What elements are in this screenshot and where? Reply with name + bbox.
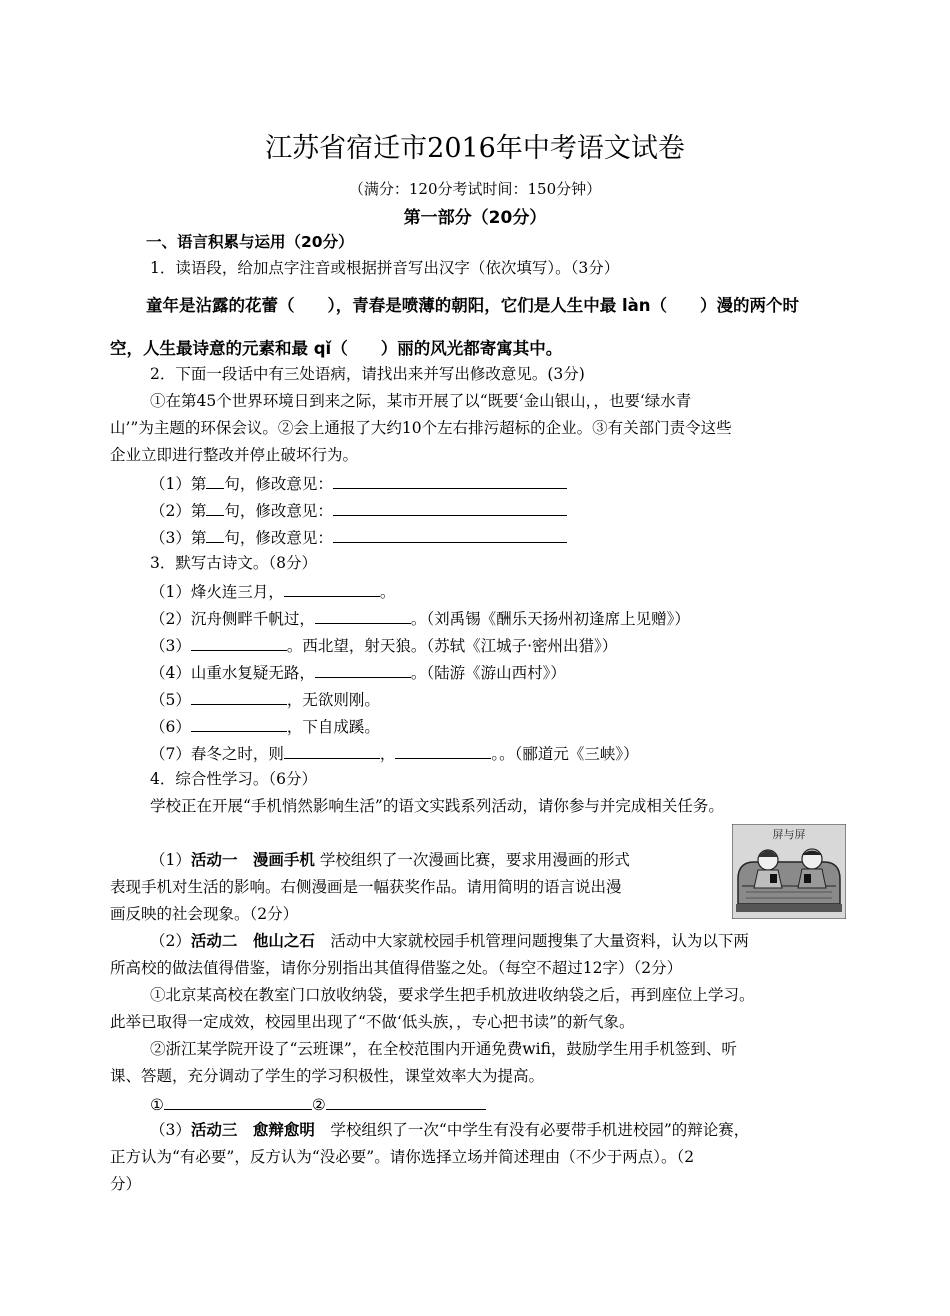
activity3-line3: 分） [110, 1175, 142, 1193]
poem-text: （6） [150, 718, 191, 736]
sentence-number-blank[interactable] [206, 472, 224, 489]
answer-blank-2[interactable] [326, 1093, 486, 1110]
q2-answer-mid: 句，修改意见： [224, 502, 333, 520]
q1-passage-line1: 童年是沾露的花蕾（ ），青春是喷薄的朝阳，它们是人生中最 làn（ ）漫的两个时 [146, 296, 800, 315]
poem-item-3 [150, 634, 617, 656]
poem-item-7 [150, 742, 639, 764]
poem-item-2 [150, 607, 690, 629]
activity1-line1 [150, 850, 630, 870]
poem-text: （1）烽火连三月， [150, 583, 284, 601]
activity2-label: 活动二 他山之石 [190, 932, 315, 950]
poem-text: 。（刘禹锡《酬乐天扬州初逢席上见赠》） [410, 610, 690, 628]
q2-line3: 企业立即进行整改并停止破坏行为。 [110, 446, 359, 464]
activity1-line3: 画反映的社会现象。（2分） [110, 905, 299, 923]
q2-answer-row-2 [150, 499, 567, 521]
answer-blank-1[interactable] [164, 1093, 312, 1110]
activity-text: 活动中大家就校园手机管理问题搜集了大量资料，认为以下两 [314, 932, 749, 950]
activity1-label: 活动一 漫画手机 [190, 851, 315, 869]
activity-text: 学校组织了一次“中学生有没有必要带手机进校园”的辩论赛， [314, 1121, 750, 1139]
case1-line1: ①北京某高校在教室门口放收纳袋，要求学生把手机放进收纳袋之后，再到座位上学习。 [150, 986, 755, 1004]
section-heading: 一、语言积累与运用（20分） [146, 233, 354, 251]
activity1-line2: 表现手机对生活的影响。右侧漫画是一幅获奖作品。请用简明的语言说出漫 [110, 878, 622, 896]
activity3-line1 [150, 1120, 749, 1140]
sentence-number-blank[interactable] [206, 526, 224, 543]
poem-text: ， [379, 745, 396, 763]
exam-title: 江苏省宿迁市2016年中考语文试卷 [265, 133, 685, 164]
q2-line2: 山’”为主题的环保会议。②会上通报了大约10个左右排污超标的企业。③有关部门责令这些 [110, 419, 732, 437]
activity-number: （2） [150, 932, 191, 950]
q4-intro: 学校正在开展“手机悄然影响生活”的语文实践系列活动，请你参与并完成相关任务。 [150, 797, 724, 815]
cartoon-image [732, 824, 846, 919]
revision-blank[interactable] [333, 526, 567, 543]
part-heading: 第一部分（20分） [403, 208, 547, 228]
q4-stem: 4．综合性学习。（6分） [150, 770, 317, 788]
answer-marker: ② [311, 1096, 326, 1114]
exam-subtitle: （满分：120分考试时间：150分钟） [348, 180, 602, 198]
poem-text: （7）春冬之时，则 [150, 745, 284, 763]
poem-item-6 [150, 715, 380, 737]
case1-line2: 此举已取得一定成效，校园里出现了“不做‘低头族，，专心把书读”的新气象。 [110, 1013, 635, 1031]
q2-stem: 2．下面一段话中有三处语病，请找出来并写出修改意见。(3分) [150, 365, 585, 383]
poem-text: 。西北望，射天狼。（苏轼《江城子·密州出猎》） [286, 637, 618, 655]
q2-answer-prefix: （1）第 [150, 475, 207, 493]
q2-answer-mid: 句，修改意见： [224, 529, 333, 547]
activity3-line2: 正方认为“有必要”，反方认为“没必要”。请你选择立场并简述理由（不少于两点）。（2 [110, 1148, 695, 1166]
poem-item-5 [150, 688, 380, 710]
activity-number: （1） [150, 851, 191, 869]
poem-blank[interactable] [191, 715, 287, 732]
activity2-line1 [150, 931, 749, 951]
q3-stem: 3．默写古诗文。（8分） [150, 554, 317, 572]
poem-blank[interactable] [315, 661, 411, 678]
poem-blank[interactable] [191, 634, 287, 651]
poem-text: （5） [150, 691, 191, 709]
sentence-number-blank[interactable] [206, 499, 224, 516]
revision-blank[interactable] [333, 499, 567, 516]
poem-text: 。。（郦道元《三峡》） [491, 745, 639, 763]
poem-blank[interactable] [315, 607, 411, 624]
poem-blank[interactable] [284, 742, 380, 759]
poem-text: 。 [379, 583, 396, 601]
cartoon-caption: 屏与屏 [772, 828, 806, 841]
case2-line1: ②浙江某学院开设了“云班课”，在全校范围内开通免费wifi，鼓励学生用手机签到、听 [150, 1040, 737, 1058]
poem-text: ，下自成蹊。 [286, 718, 380, 736]
poem-text: （4）山重水复疑无路， [150, 664, 315, 682]
poem-text: （2）沉舟侧畔千帆过， [150, 610, 315, 628]
case2-line2: 课、答题，充分调动了学生的学习积极性，课堂效率大为提高。 [110, 1067, 545, 1085]
activity3-label: 活动三 愈辩愈明 [190, 1121, 315, 1139]
activity-number: （3） [150, 1121, 191, 1139]
q2-answer-row-3 [150, 526, 567, 548]
poem-text: ，无欲则刚。 [286, 691, 380, 709]
poem-item-1 [150, 580, 395, 602]
poem-item-4 [150, 661, 566, 683]
activity-text: 学校组织了一次漫画比赛，要求用漫画的形式 [314, 851, 630, 869]
activity2-answers [150, 1093, 486, 1115]
poem-blank[interactable] [284, 580, 380, 597]
q2-line1: ①在第45个世界环境日到来之际，某市开展了以“既要‘金山银山，，也要‘绿水青 [150, 392, 692, 410]
poem-text: 。（陆游《游山西村》） [410, 664, 566, 682]
q1-passage-line2: 空，人生最诗意的元素和最 qǐ（ ）丽的风光都寄寓其中。 [110, 339, 563, 358]
poem-blank[interactable] [191, 688, 287, 705]
answer-marker: ① [150, 1096, 164, 1114]
poem-text: （3） [150, 637, 191, 655]
poem-blank[interactable] [395, 742, 491, 759]
q2-answer-row-1 [150, 472, 567, 494]
q1-stem: 1．读语段，给加点字注音或根据拼音写出汉字（依次填写）。（3分） [150, 259, 620, 277]
q2-answer-prefix: （3）第 [150, 529, 207, 547]
q2-answer-mid: 句，修改意见： [224, 475, 333, 493]
q2-answer-prefix: （2）第 [150, 502, 207, 520]
activity2-line2: 所高校的做法值得借鉴，请你分别指出其值得借鉴之处。（每空不超过12字）（2分） [110, 959, 683, 977]
revision-blank[interactable] [333, 472, 567, 489]
